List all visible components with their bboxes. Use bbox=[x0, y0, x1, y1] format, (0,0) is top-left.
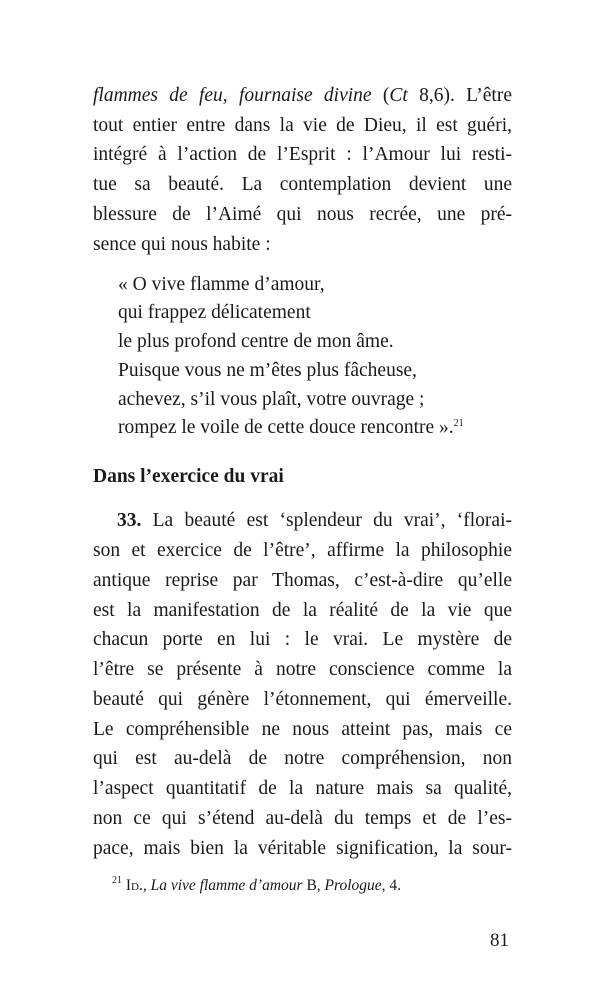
text: B, bbox=[302, 877, 325, 894]
text-line bbox=[93, 506, 512, 536]
italic-text: flammes de feu, fournaise divine bbox=[93, 85, 372, 106]
poem-line: « O vive flamme d’amour, bbox=[118, 274, 325, 295]
text-line: antique reprise par Thomas, c’est-à-dire qu’elle bbox=[93, 570, 512, 591]
text-line: non ce qui s’étend au-delà du temps et de l’es- bbox=[93, 808, 512, 829]
footnote-part: Prologue bbox=[324, 877, 382, 894]
poem-line: achevez, s’il vous plaît, votre ouvrage ; bbox=[118, 389, 425, 410]
poem-line: qui frappez délicatement bbox=[118, 302, 311, 323]
paragraph-number: 33. bbox=[117, 510, 142, 531]
text-line: son et exercice de l’être’, affirme la philosophie bbox=[93, 540, 512, 561]
text-line: est la manifestation de la réalité de la vie que bbox=[93, 600, 512, 621]
footnote-title: La vive flamme d’amour bbox=[150, 877, 303, 894]
text: , 4. bbox=[381, 877, 402, 894]
poem-line: le plus profond centre de mon âme. bbox=[118, 331, 394, 352]
footnote-ref: 21 bbox=[453, 418, 464, 429]
text-line: beauté qui génère l’étonnement, qui émerveille. bbox=[93, 689, 512, 710]
text: La beauté est ‘splendeur du vrai’, ‘florai- bbox=[141, 510, 512, 531]
footnote-number: 21 bbox=[112, 875, 122, 886]
page-number: 81 bbox=[490, 930, 509, 951]
text: rompez le voile de cette douce rencontre ». bbox=[118, 417, 454, 438]
poem-line: Puisque vous ne m’êtes plus fâcheuse, bbox=[118, 360, 417, 381]
footnote bbox=[112, 874, 401, 898]
text-line: qui est au-delà de notre compréhension, non bbox=[93, 748, 512, 769]
text-line: l’aspect quantitatif de la nature mais sa qualité, bbox=[93, 778, 512, 799]
text-line: sence qui nous habite : bbox=[93, 234, 271, 255]
text-line: intégré à l’action de l’Esprit : l’Amour lui resti- bbox=[93, 144, 512, 165]
footnote-author: Id. bbox=[125, 877, 143, 894]
text: , bbox=[142, 877, 151, 894]
text-line bbox=[93, 81, 512, 111]
text-line: Le compréhensible ne nous atteint pas, mais ce bbox=[93, 719, 512, 740]
text-line: l’être se présente à notre conscience comme la bbox=[93, 659, 512, 680]
text: ( bbox=[371, 85, 390, 106]
text-line: chacun porte en lui : le vrai. Le mystère de bbox=[93, 629, 512, 650]
poem-line bbox=[118, 413, 464, 443]
section-heading: Dans l’exercice du vrai bbox=[93, 466, 284, 487]
text-line: tue sa beauté. La contemplation devient une bbox=[93, 174, 512, 195]
text-line: tout entier entre dans la vie de Dieu, il est guéri, bbox=[93, 115, 512, 136]
text-line: pace, mais bien la véritable signification, la sour- bbox=[93, 838, 512, 859]
text-line: blessure de l’Aimé qui nous recrée, une pré- bbox=[93, 204, 512, 225]
text: 8,6). L’être bbox=[407, 85, 512, 106]
italic-text: Ct bbox=[389, 85, 408, 106]
